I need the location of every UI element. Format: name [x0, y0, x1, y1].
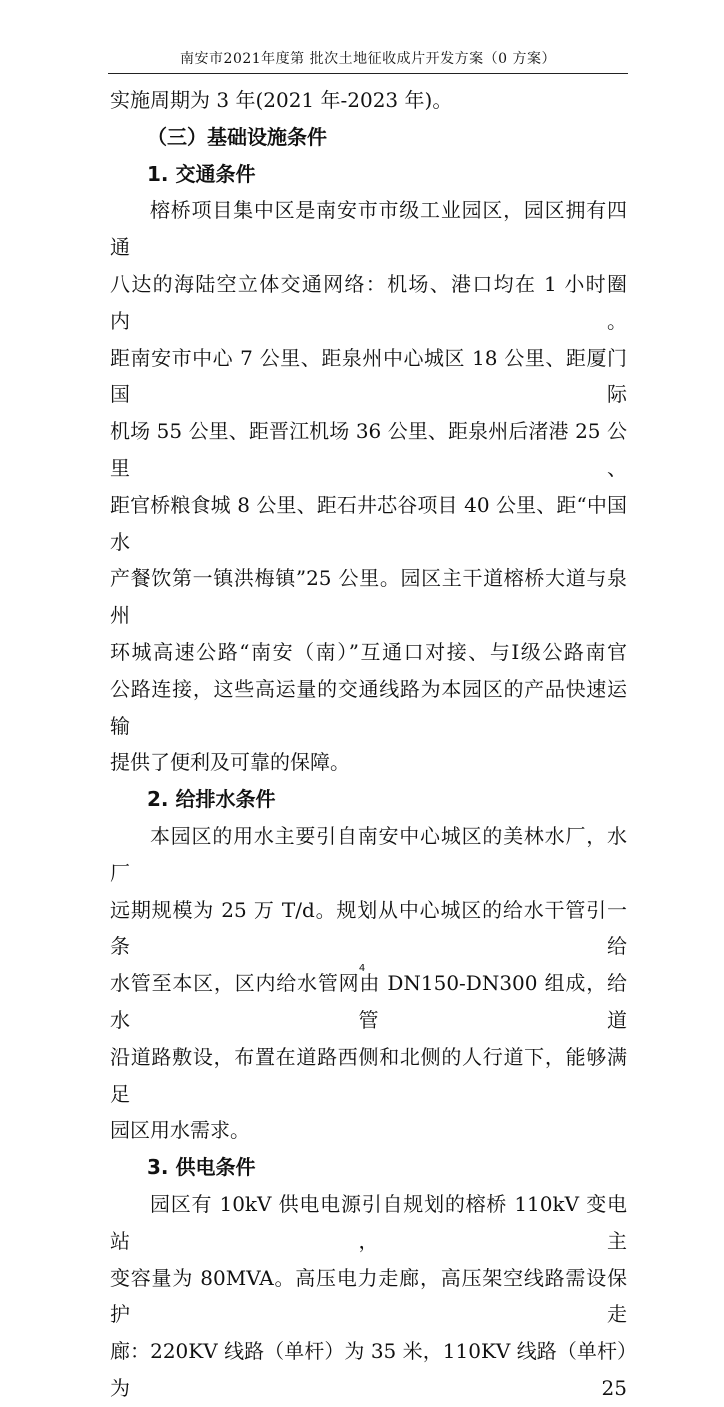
transport-line: 公路连接，这些高运量的交通线路为本园区的产品快速运输 — [110, 676, 627, 738]
transport-line: 距南安市中心 7 公里、距泉州中心城区 18 公里、距厦门国际 — [110, 345, 627, 407]
transport-line: 机场 55 公里、距晋江机场 36 公里、距泉州后渚港 25 公里、 — [110, 419, 627, 480]
transport-line: 产餐饮第一镇洪梅镇”25 公里。园区主干道榕桥大道与泉州 — [110, 566, 627, 628]
water-line: 沿道路敷设，布置在道路西侧和北侧的人行道下，能够满足 — [110, 1044, 627, 1106]
document-body — [110, 82, 627, 1407]
page-number: 4 — [358, 963, 366, 974]
section-heading: （三）基础设施条件 — [147, 124, 327, 149]
transport-line: 八达的海陆空立体交通网络：机场、港口均在 1 小时圈内。 — [110, 271, 627, 333]
transport-line: 距官桥粮食城 8 公里、距石井芯谷项目 40 公里、距“中国水 — [110, 492, 627, 554]
transport-line: 环城高速公路“南安（南）”互通口对接、与Ⅰ级公路南官 — [110, 639, 627, 664]
header-title: 南安市2021年度第 批次土地征收成片开发方案（0 方案） — [180, 51, 556, 67]
power-heading: 3. 供电条件 — [147, 1155, 256, 1180]
power-line: 变容量为 80MVA。高压电力走廊，高压架空线路需设保护走 — [110, 1265, 627, 1327]
transport-heading: 1. 交通条件 — [147, 161, 256, 186]
intro-line: 实施周期为 3 年(2021 年-2023 年)。 — [110, 88, 453, 112]
water-line: 园区用水需求。 — [110, 1118, 250, 1143]
transport-line: 提供了便利及可靠的保障。 — [110, 750, 350, 775]
water-line: 水管至本区，区内给水管网由 DN150-DN300 组成，给水管道 — [110, 971, 627, 1032]
page-header — [108, 44, 628, 74]
water-line: 本园区的用水主要引自南安中心城区的美林水厂，水厂 — [110, 823, 627, 885]
transport-line: 榕桥项目集中区是南安市市级工业园区，园区拥有四通 — [110, 198, 627, 260]
water-line: 远期规模为 25 万 T/d。规划从中心城区的给水干管引一条给 — [110, 897, 627, 959]
power-line: 廊：220KV 线路（单杆）为 35 米，110KV 线路（单杆）为 25 — [110, 1339, 627, 1400]
water-heading: 2. 给排水条件 — [147, 787, 276, 812]
power-line: 园区有 10kV 供电电源引自规划的榕桥 110kV 变电站，主 — [110, 1191, 627, 1253]
